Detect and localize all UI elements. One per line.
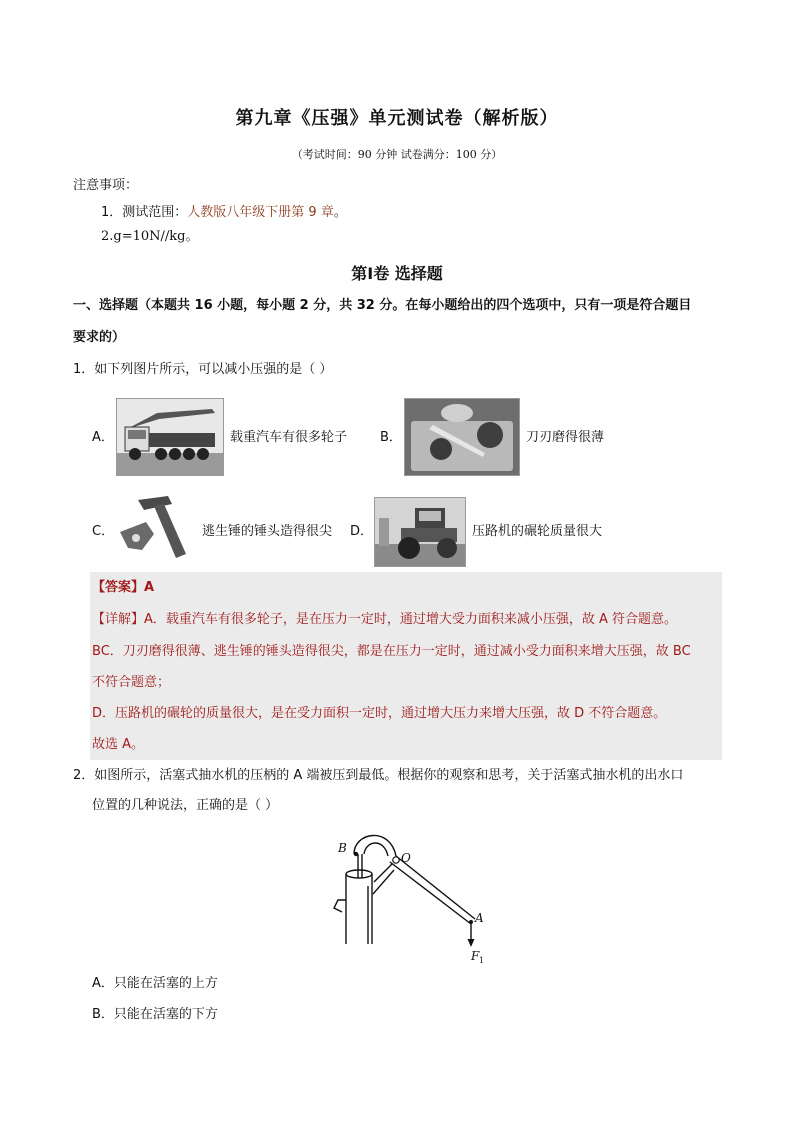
q1-detail-line-1: 【详解】A．载重汽车有很多轮子，是在压力一定时，通过增大受力面积来减小压强，故 A 符合题意。 — [92, 612, 678, 627]
part-intro-line-1: 一、选择题（本题共 16 小题，每小题 2 分，共 32 分。在每小题给出的四个选项中，只有一项是符合题目 — [73, 298, 692, 313]
q1-option-c-text: 逃生锤的锤头造得很尖 — [202, 524, 333, 539]
pivot-o-point — [393, 857, 399, 863]
notes-item-2: 2.g=10N//kg。 — [101, 229, 199, 244]
q2-option-b — [92, 1007, 218, 1023]
q2-option-b-letter: B． — [92, 1007, 114, 1022]
q1-detail-line-4: D．压路机的碾轮的质量很大，是在受力面积一定时，通过增大压力来增大压强，故 D 不符合题意。 — [92, 706, 667, 721]
knife-image — [404, 398, 520, 476]
q1-option-d-text: 压路机的碾轮质量很大 — [472, 524, 603, 539]
q1-detail-line-2: BC．刀刃磨得很薄、逃生锤的锤头造得很尖，都是在压力一定时，通过减小受力面积来增大压强，故 BC — [92, 644, 691, 659]
force-arrow-head — [468, 939, 475, 947]
q1-stem: 1．如下列图片所示，可以减小压强的是（ ） — [73, 362, 333, 377]
notes-item-1-range: 人教版八年级下册第 9 章 — [187, 205, 334, 220]
spout — [334, 900, 346, 912]
notes-heading: 注意事项： — [73, 178, 139, 193]
road-roller-image — [374, 497, 466, 567]
q1-answer-label: 【答案】A — [92, 580, 155, 595]
notes-item-1 — [101, 205, 347, 221]
page-title: 第九章《压强》单元测试卷（解析版） — [235, 108, 559, 129]
q1-option-b-text: 刀刃磨得很薄 — [526, 430, 605, 445]
label-f-subscript: 1 — [479, 956, 485, 965]
escape-hammer-image — [116, 494, 198, 564]
q1-option-a-letter: A． — [92, 430, 114, 445]
truck-image — [116, 398, 224, 476]
q2-option-b-text: 只能在活塞的下方 — [113, 1007, 218, 1022]
notes-item-1-suffix: 。 — [333, 205, 347, 220]
q2-option-a — [92, 976, 218, 992]
notes-item-1-prefix: 1．测试范围： — [101, 205, 188, 220]
label-f: F — [471, 949, 480, 963]
q1-option-d-letter: D． — [350, 524, 374, 539]
label-b: B — [338, 841, 347, 855]
label-a: A — [475, 911, 484, 925]
q1-option-a-text: 载重汽车有很多轮子 — [230, 430, 348, 445]
q1-option-b-letter: B． — [380, 430, 402, 445]
q2-option-a-text: 只能在活塞的上方 — [113, 976, 218, 991]
point-a — [469, 920, 473, 924]
label-o: O — [401, 851, 411, 865]
q1-detail-line-3: 不符合题意； — [92, 675, 171, 690]
q2-option-a-letter: A． — [92, 976, 114, 991]
page-subtitle: （考试时间：90 分钟 试卷满分：100 分） — [291, 148, 503, 161]
q2-stem-line-2: 位置的几种说法，正确的是（ ） — [92, 798, 279, 813]
part-intro-line-2: 要求的） — [73, 330, 126, 345]
q1-detail-line-5: 故选 A。 — [92, 737, 145, 752]
pump-handle-arc — [354, 835, 396, 856]
section-title: 第Ⅰ卷 选择题 — [351, 264, 443, 283]
pivot-b-point — [354, 852, 358, 856]
pump-diagram — [320, 826, 490, 966]
answer-box — [90, 572, 722, 760]
q1-option-c-letter: C． — [92, 524, 115, 539]
q2-stem-line-1: 2．如图所示，活塞式抽水机的压柄的 A 端被压到最低。根据你的观察和思考，关于活塞式抽水机的出水口 — [73, 768, 684, 783]
